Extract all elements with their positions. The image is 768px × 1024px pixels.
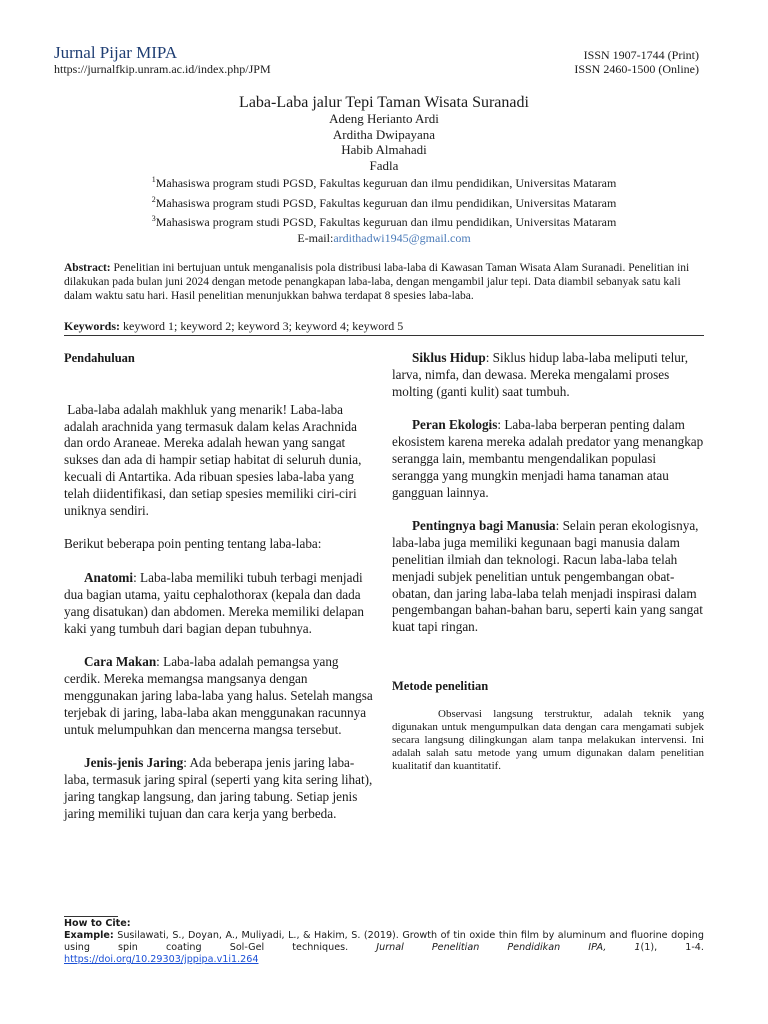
author-name: Arditha Dwipayana	[332, 126, 436, 142]
citation-plain: Susilawati, S., Doyan, A., Muliyadi, L., & Hakim, S. (2019). Growth of tin oxide thin film by aluminum and fluorine doping using spin coating Sol-Gel techniques.	[64, 930, 704, 953]
example-label: Example:	[64, 930, 114, 941]
point-paragraph	[64, 570, 374, 637]
point-text: : Ada beberapa jenis jaring laba-laba, termasuk jaring spiral (seperti yang kita sering lihat), jaring tangkap langsung, dan jaring tabung. Setiap jenis jaring memiliki tujuan dan cara kerja yang berbeda.	[64, 755, 373, 821]
how-to-cite-label: How to Cite:	[64, 918, 131, 929]
citation-text	[64, 930, 704, 954]
affiliation-line	[0, 211, 768, 231]
author-name: Habib Almahadi	[341, 142, 427, 157]
point-paragraph	[64, 755, 374, 822]
journal-name: Jurnal Pijar MIPA	[54, 43, 178, 62]
email-label: E-mail:	[297, 230, 334, 245]
abstract-text: Penelitian ini bertujuan untuk menganalisis pola distribusi laba-laba di Kawasan Taman Wisata Alam Suranadi. Penelitian ini dilakukan pada bulan juni 2024 dengan metode penangkapan laba-laba, dengan mengambil jalur tepi. Data diambil sebanyak satu kali dalam waktu satu hari. Hasil penelitian menunjukkan bahwa terdapat 8 spesies laba-laba.	[64, 262, 690, 302]
affiliation-list	[0, 172, 768, 246]
keywords-label: Keywords:	[64, 319, 120, 333]
citation-issue-pages: (1), 1-4.	[640, 942, 704, 953]
point-text: : Laba-laba berperan penting dalam ekosistem karena mereka adalah predator yang menangkap serangga lain, membantu mengendalikan populasi serangga yang mungkin menjadi hama tanaman atau gangguan lainnya.	[392, 417, 704, 500]
issn-print: ISSN 1907-1744 (Print)	[583, 48, 699, 62]
email-link[interactable]: ardithadwi1945@gmail.com	[333, 230, 471, 245]
point-term: Anatomi	[84, 570, 134, 586]
affiliation-text: Mahasiswa program studi PGSD, Fakultas keguruan dan ilmu pendidikan, Universitas Mataram	[155, 215, 617, 229]
journal-url: https://jurnalfkip.unram.ac.id/index.php/JPM	[54, 62, 271, 76]
point-term: Jenis-jenis Jaring	[84, 755, 184, 771]
point-text: : Laba-laba adalah pemangsa yang cerdik. Mereka memangsa mangsanya dengan menggunakan jaring laba-laba yang halus. Setelah mangsa terjebak di jaring, laba-laba akan menggunakan racunnya untuk melumpuhkan dan mencerna mangsa tersebut.	[64, 654, 373, 737]
email-line	[0, 231, 768, 247]
keywords	[64, 319, 704, 334]
point-term: Peran Ekologis	[412, 417, 498, 433]
author-name: Adeng Herianto Ardi	[329, 111, 439, 126]
point-text: : Laba-laba memiliki tubuh terbagi menjadi dua bagian utama, yaitu cephalothorax (kepala dan dada yang disatukan) dan abdomen. Mereka memiliki delapan kaki yang tumbuh dari bagian depan tubuhnya.	[64, 570, 364, 636]
affiliation-text: Mahasiswa program studi PGSD, Fakultas keguruan dan ilmu pendidikan, Universitas Mataram	[155, 176, 617, 190]
abstract-label: Abstract:	[64, 262, 111, 274]
point-paragraph	[64, 654, 374, 738]
affiliation-text: Mahasiswa program studi PGSD, Fakultas keguruan dan ilmu pendidikan, Universitas Mataram	[155, 195, 617, 210]
point-term: Siklus Hidup	[412, 350, 486, 365]
affiliation-marker: 1	[151, 175, 156, 184]
citation-journal: Jurnal Penelitian Pendidikan IPA,	[376, 942, 607, 953]
lead-paragraph: Berikut beberapa poin penting tentang laba-laba:	[64, 536, 322, 552]
section-heading-pendahuluan: Pendahuluan	[64, 351, 135, 365]
point-term: Pentingnya bagi Manusia	[412, 518, 556, 534]
intro-paragraph: Laba-laba adalah makhluk yang menarik! Laba-laba adalah arachnida yang termasuk dalam kelas Arachnida dan ordo Araneae. Mereka adalah hewan yang sangat sukses dan ada di hampir setiap habitat di seluruh dunia, kecuali di Antartika. Ada ribuan spesies laba-laba yang telah diidentifikasi, dan setiap spesies memiliki ciri-ciri uniknya sendiri.	[64, 401, 365, 518]
point-paragraph	[392, 518, 704, 636]
affiliation-line	[0, 172, 768, 192]
affiliation-line	[0, 192, 768, 212]
header-divider	[64, 335, 704, 336]
point-paragraph	[392, 350, 704, 400]
issn-online: ISSN 2460-1500 (Online)	[574, 62, 699, 76]
point-paragraph	[392, 417, 704, 501]
article-title: Laba-Laba jalur Tepi Taman Wisata Suranadi	[239, 94, 529, 111]
affiliation-marker: 3	[151, 214, 156, 223]
point-text: : Selain peran ekologisnya, laba-laba juga memiliki kegunaan bagi manusia dalam penelitian ilmiah dan teknologi. Racun laba-laba telah menjadi subjek penelitian untuk pengembangan obat-obatan, dan jaring laba-laba telah menjadi inspirasi dalam pengembangan bahan-bahan baru, seperti kain yang sangat kuat tapi ringan.	[392, 518, 703, 635]
keywords-text: keyword 1; keyword 2; keyword 3; keyword 4; keyword 5	[123, 319, 404, 333]
section-heading-metode: Metode penelitian	[392, 678, 489, 693]
point-text: : Siklus hidup laba-laba meliputi telur, larva, nimfa, dan dewasa. Mereka mengalami proses molting (ganti kulit) saat tumbuh.	[392, 350, 689, 399]
author-name: Fadla	[369, 157, 399, 173]
affiliation-marker: 2	[151, 194, 156, 204]
right-column	[392, 350, 704, 773]
citation-volume: 1	[634, 942, 641, 953]
method-paragraph: Observasi langsung terstruktur, adalah teknik yang digunakan untuk mengumpulkan data dengan cara mengamati subjek secara langsung dilingkungan alam tanpa melakukan intervensi. Ini adalah salah satu metode yang umum digunakan dalam penelitian kualitatif dan kuantitatif.	[392, 707, 704, 772]
abstract	[64, 261, 704, 303]
left-column	[64, 350, 374, 823]
doi-link[interactable]: https://doi.org/10.29303/jppipa.v1i1.264	[64, 954, 259, 965]
author-list	[0, 111, 768, 173]
footnote-divider	[64, 916, 118, 917]
point-term: Cara Makan	[84, 654, 157, 670]
citation-footnote	[64, 918, 704, 966]
